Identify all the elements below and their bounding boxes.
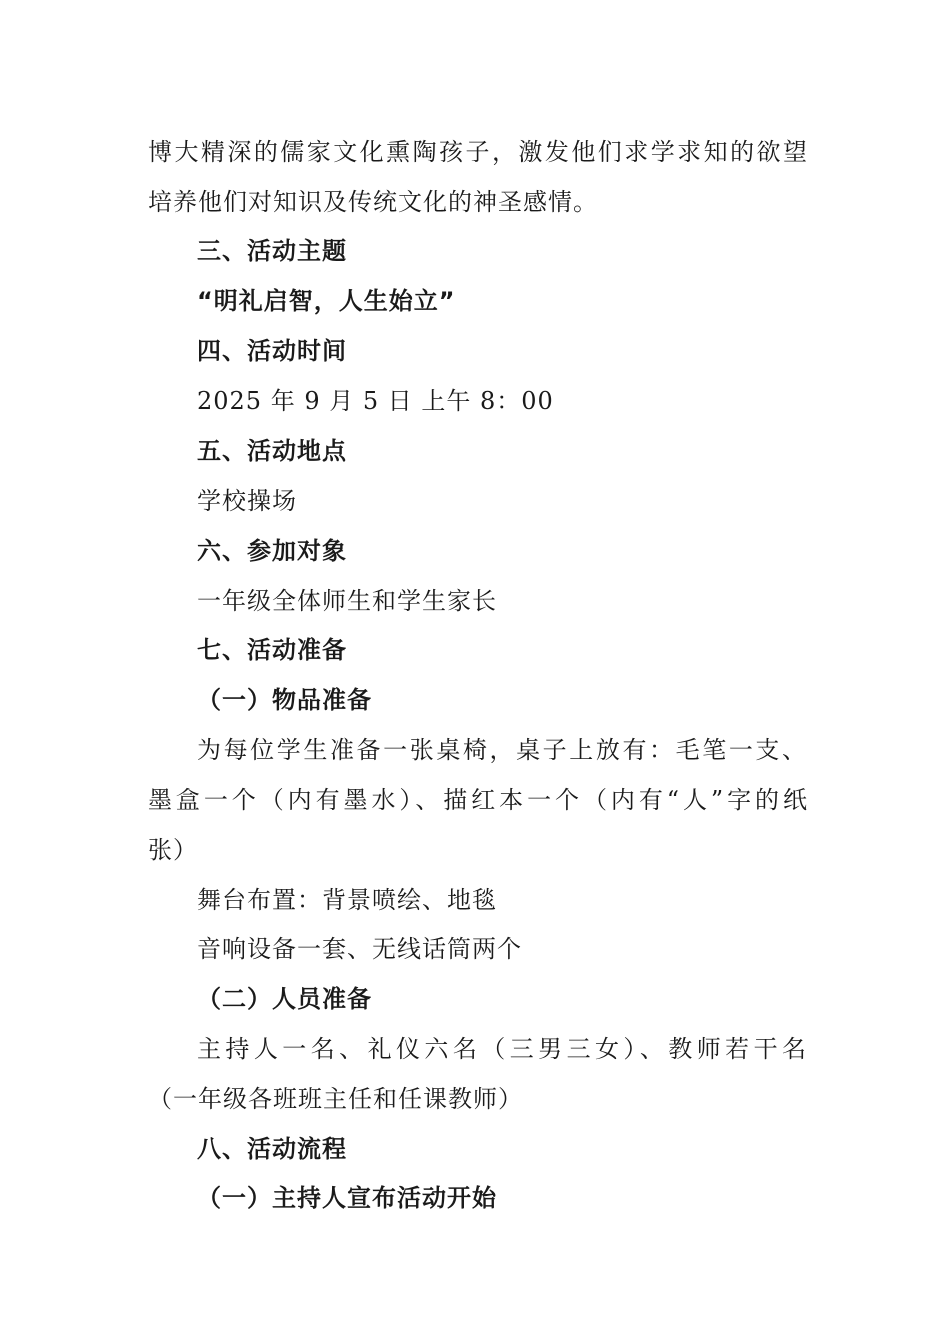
paragraph-line: 墨盒一个（内有墨水）、描红本一个（内有“人”字的纸 — [148, 786, 808, 814]
place-text: 学校操场 — [197, 487, 297, 515]
section-heading-participants: 六、参加对象 — [197, 537, 347, 565]
section-heading-time: 四、活动时间 — [197, 337, 347, 365]
paragraph-line: 张） — [148, 836, 198, 864]
participants-text: 一年级全体师生和学生家长 — [197, 587, 497, 615]
paragraph-line: 博大精深的儒家文化熏陶孩子，激发他们求学求知的欲望 — [148, 138, 808, 166]
section-heading-preparation: 七、活动准备 — [197, 636, 347, 664]
subheading-staff: （二）人员准备 — [197, 985, 372, 1013]
audio-text: 音响设备一套、无线话筒两个 — [197, 935, 522, 963]
subheading-opening: （一）主持人宣布活动开始 — [197, 1184, 497, 1212]
theme-text: “明礼启智，人生始立” — [197, 287, 456, 315]
paragraph-line: 培养他们对知识及传统文化的神圣感情。 — [148, 188, 598, 216]
stage-text: 舞台布置：背景喷绘、地毯 — [197, 886, 497, 914]
section-heading-process: 八、活动流程 — [197, 1135, 347, 1163]
paragraph-line: 为每位学生准备一张桌椅，桌子上放有：毛笔一支、 — [197, 736, 807, 764]
time-text: 2025 年 9 月 5 日 上午 8：00 — [197, 387, 554, 415]
section-heading-theme: 三、活动主题 — [197, 237, 347, 265]
section-heading-place: 五、活动地点 — [197, 437, 347, 465]
subheading-items: （一）物品准备 — [197, 686, 372, 714]
paragraph-line: 主持人一名、礼仪六名（三男三女）、教师若干名 — [197, 1035, 807, 1063]
paragraph-line: （一年级各班班主任和任课教师） — [148, 1085, 523, 1113]
